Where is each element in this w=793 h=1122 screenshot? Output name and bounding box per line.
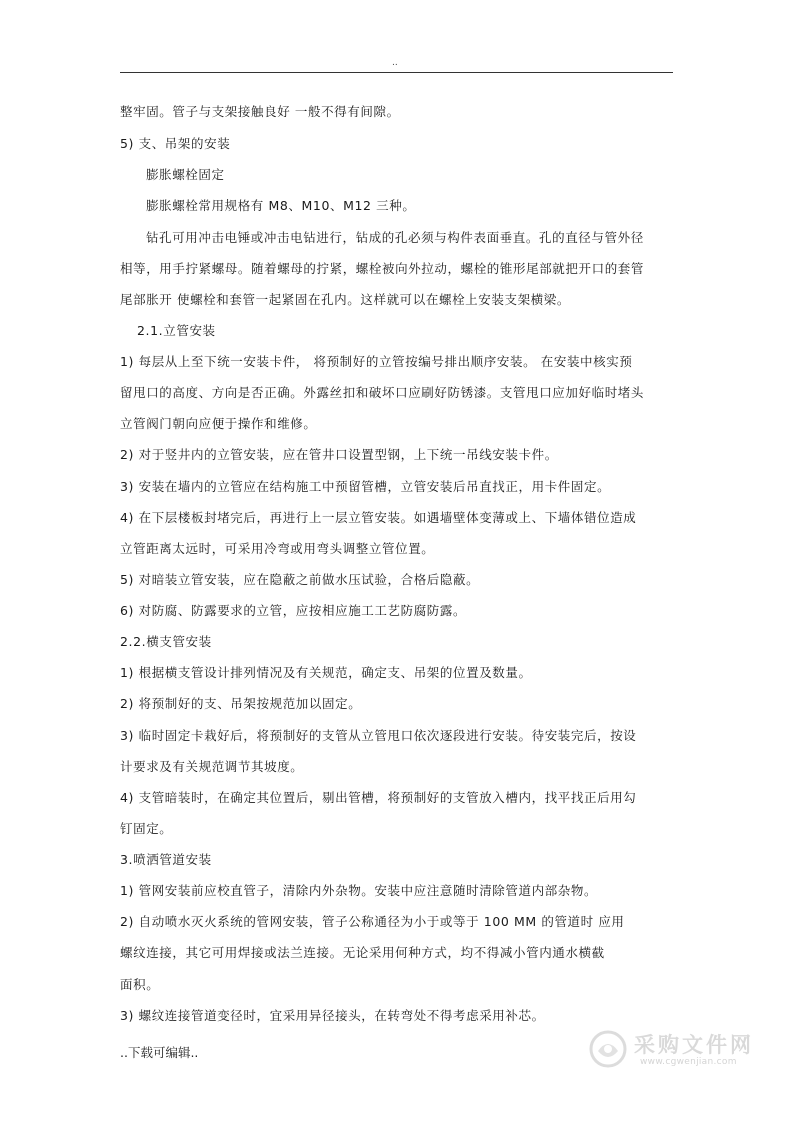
watermark-url: www.cgwenjian.com [640, 1057, 737, 1067]
paragraph-line: 4) 在下层楼板封堵完后，再进行上一层立管安装。如遇墙壁体变薄或上、下墙体错位造成 [120, 510, 637, 525]
paragraph-line: 尾部胀开 使螺栓和套管一起紧固在孔内。这样就可以在螺栓上安装支架横梁。 [120, 292, 570, 307]
paragraph-line: 5) 对暗装立管安装，应在隐蔽之前做水压试验，合格后隐蔽。 [120, 572, 480, 587]
paragraph-line: 留甩口的高度、方向是否正确。外露丝扣和破坏口应刷好防锈漆。支管甩口应加好临时堵头 [120, 385, 645, 400]
section-heading: 3.喷洒管道安装 [120, 852, 212, 867]
section-heading: 2.2.横支管安装 [120, 634, 212, 649]
paragraph-line: 面积。 [120, 977, 160, 992]
paragraph-line: 3) 螺纹连接管道变径时，宜采用异径接头，在转弯处不得考虑采用补芯。 [120, 1008, 545, 1023]
paragraph-line: 1) 每层从上至下统一安装卡件， 将预制好的立管按编号排出顺序安装。 在安装中核实预 [120, 354, 633, 369]
paragraph-line: 整牢固。管子与支架接触良好 一般不得有间隙。 [120, 104, 400, 119]
watermark [588, 1027, 758, 1073]
header-divider [120, 72, 673, 73]
paragraph-line: 立管阀门朝向应便于操作和维修。 [120, 416, 317, 431]
paragraph-line: 膨胀螺栓常用规格有 M8、M10、M12 三种。 [146, 198, 416, 213]
paragraph-line: 钉固定。 [120, 821, 173, 836]
watermark-title: 采购文件网 [634, 1033, 754, 1057]
paragraph-line: 1) 根据横支管设计排列情况及有关规范，确定支、吊架的位置及数量。 [120, 665, 532, 680]
paragraph-line: 3) 临时固定卡栽好后，将预制好的支管从立管甩口依次逐段进行安装。待安装完后，按设 [120, 728, 637, 743]
paragraph-line: 2) 对于竖井内的立管安装，应在管井口设置型钢，上下统一吊线安装卡件。 [120, 447, 558, 462]
paragraph-line: 2) 将预制好的支、吊架按规范加以固定。 [120, 696, 362, 711]
section-heading: 2.1.立管安装 [137, 323, 216, 338]
watermark-logo-icon [588, 1029, 628, 1069]
paragraph-line: 1) 管网安装前应校直管子，清除内外杂物。安装中应注意随时清除管道内部杂物。 [120, 883, 598, 898]
footer-note: ..下载可编辑.. [120, 1045, 199, 1060]
subheading: 膨胀螺栓固定 [146, 167, 225, 182]
paragraph-line: 立管距离太远时，可采用冷弯或用弯头调整立管位置。 [120, 541, 435, 556]
paragraph-line: 3) 安装在墙内的立管应在结构施工中预留管槽，立管安装后吊直找正，用卡件固定。 [120, 479, 611, 494]
paragraph-line: 相等，用手拧紧螺母。随着螺母的拧紧，螺栓被向外拉动，螺栓的锥形尾部就把开口的套管 [120, 261, 645, 276]
paragraph-line: 2) 自动喷水灭火系统的管网安装，管子公称通径为小于或等于 100 MM 的管道时 应用 [120, 914, 625, 929]
paragraph-line: 计要求及有关规范调节其坡度。 [120, 759, 304, 774]
paragraph-line: 4) 支管暗装时，在确定其位置后，剔出管槽，将预制好的支管放入槽内，找平找正后用勾 [120, 790, 637, 805]
header-mark: .. [392, 58, 398, 68]
paragraph-line: 钻孔可用冲击电锤或冲击电钻进行，钻成的孔必须与构件表面垂直。孔的直径与管外径 [146, 230, 644, 245]
section-heading: 5) 支、吊架的安装 [120, 136, 231, 151]
paragraph-line: 6) 对防腐、防露要求的立管，应按相应施工工艺防腐防露。 [120, 603, 467, 618]
paragraph-line: 螺纹连接，其它可用焊接或法兰连接。无论采用何种方式，均不得减小管内通水横截 [120, 945, 605, 960]
